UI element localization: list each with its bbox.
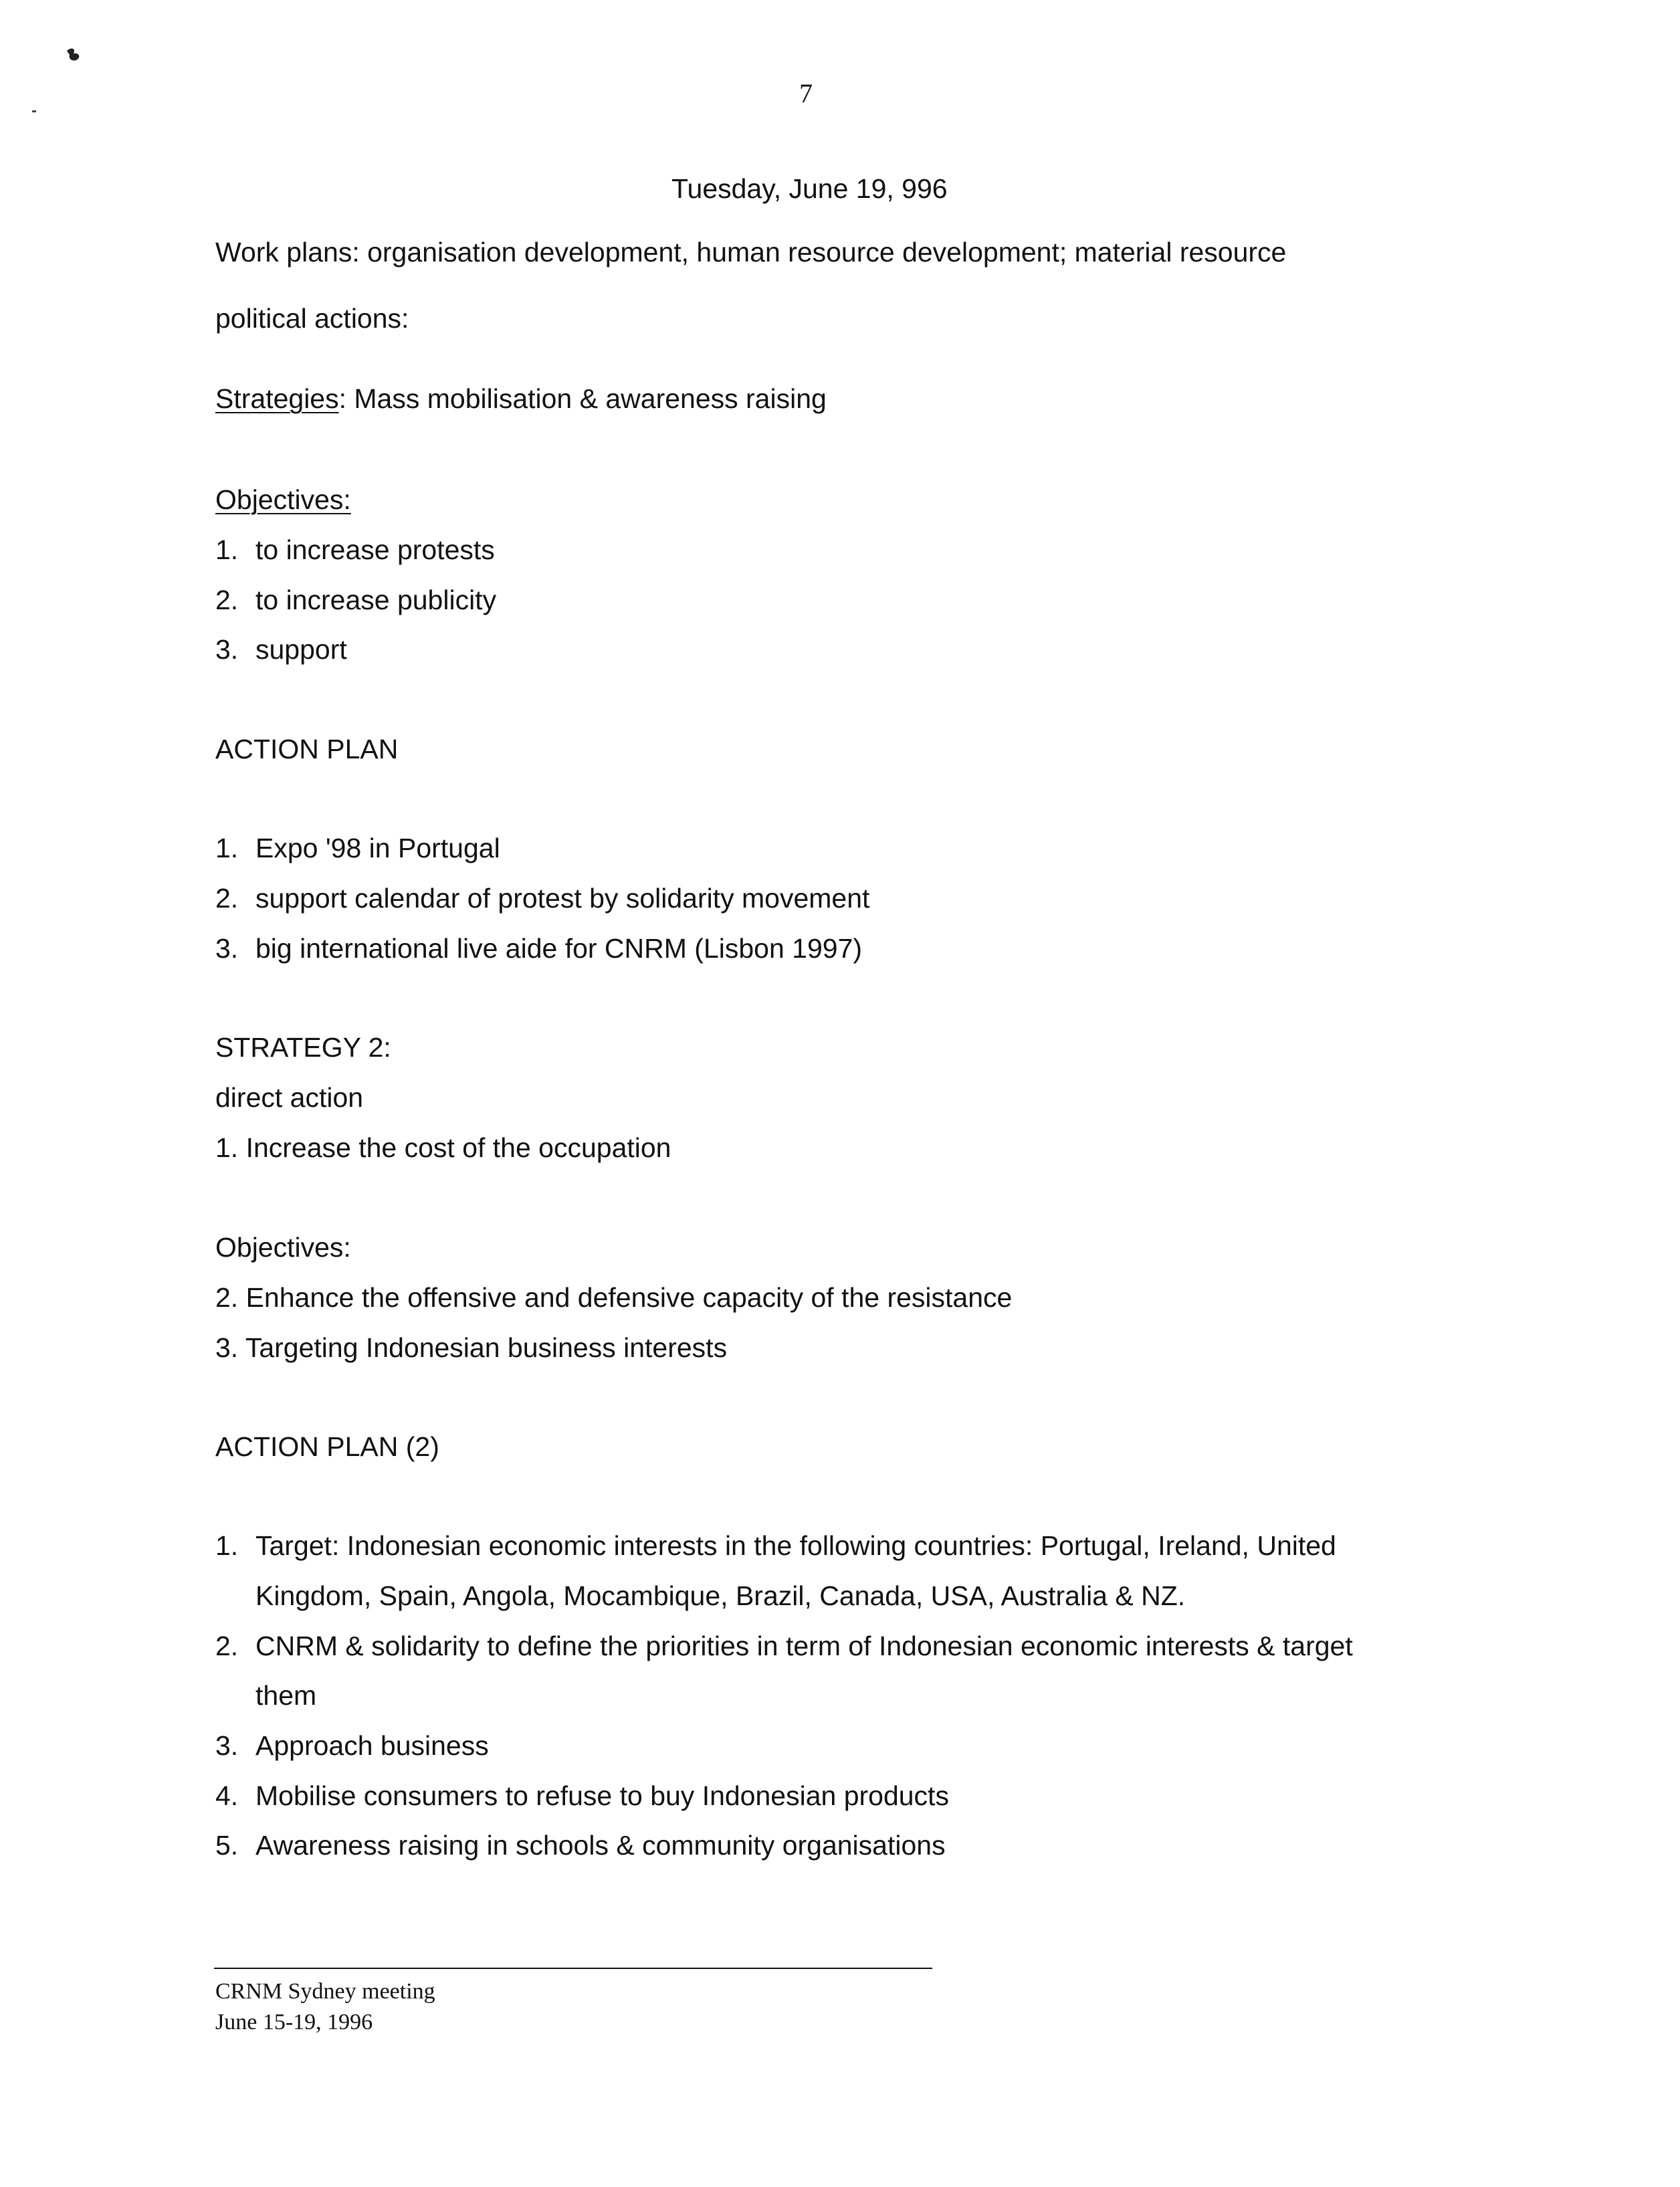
footer-rule [214, 1968, 932, 1969]
strategies-label: Strategies [215, 383, 339, 414]
list-item-continuation: them [255, 1680, 317, 1711]
date-heading: Tuesday, June 19, 996 [671, 173, 948, 204]
list-item: 1. Expo '98 in Portugal [215, 833, 500, 863]
list-item: 3. big international live aide for CNRM (Lisbon 1997) [215, 933, 863, 964]
scan-mark-icon [64, 47, 84, 63]
list-item: 2. Enhance the offensive and defensive capacity of the resistance [215, 1282, 1013, 1313]
work-plans-line-1: Work plans: organisation development, human resource development; material resource [215, 237, 1287, 268]
objectives-2-heading: Objectives: [215, 1232, 351, 1263]
action-plan-2-heading: ACTION PLAN (2) [215, 1431, 439, 1462]
footer-line-1: CRNM Sydney meeting [215, 1979, 435, 2004]
strategy-2-heading: STRATEGY 2: [215, 1032, 391, 1063]
strategies-text: : Mass mobilisation & awareness raising [338, 383, 827, 414]
list-item: 2. to increase publicity [215, 585, 497, 615]
list-item: 1. Target: Indonesian economic interests in the following countries: Portugal, Ireland, United [215, 1530, 1336, 1561]
scan-speck [32, 110, 36, 112]
work-plans-line-2: political actions: [215, 303, 409, 334]
list-item: 3. Approach business [215, 1730, 489, 1761]
action-plan-heading: ACTION PLAN [215, 734, 399, 764]
list-item-continuation: Kingdom, Spain, Angola, Mocambique, Brazil, Canada, USA, Australia & NZ. [255, 1580, 1186, 1611]
list-item: 1. to increase protests [215, 534, 495, 565]
list-item: 3. support [215, 634, 347, 665]
list-item: 2. support calendar of protest by solidarity movement [215, 883, 870, 914]
list-item: 3. Targeting Indonesian business interests [215, 1332, 728, 1363]
strategies-line [215, 385, 827, 413]
footer-line-2: June 15-19, 1996 [215, 2010, 373, 2035]
page-number: 7 [799, 78, 813, 108]
objectives-heading: Objectives: [215, 484, 351, 515]
list-item: 4. Mobilise consumers to refuse to buy Indonesian products [215, 1780, 949, 1811]
strategy-2-subtitle: direct action [215, 1082, 364, 1113]
list-item: 2. CNRM & solidarity to define the priorities in term of Indonesian economic interests & target [215, 1631, 1353, 1661]
list-item: 5. Awareness raising in schools & community organisations [215, 1830, 946, 1861]
strategy-2-item: 1. Increase the cost of the occupation [215, 1132, 671, 1163]
